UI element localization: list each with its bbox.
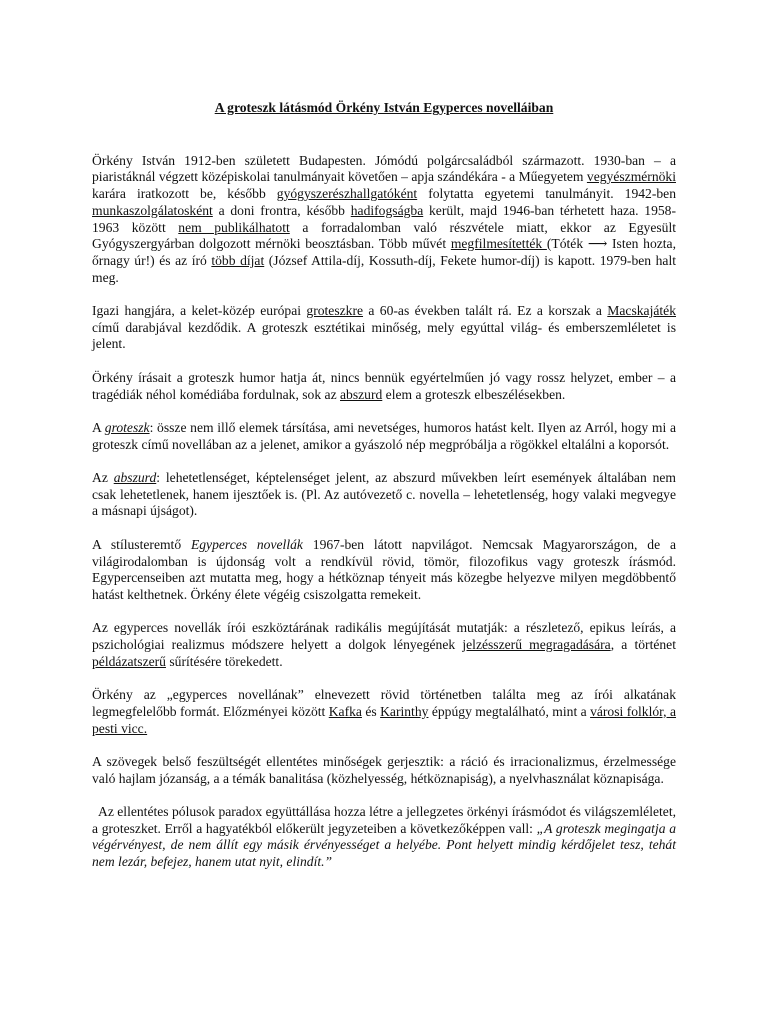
paragraph-one-minute-stories <box>92 537 676 604</box>
text-run: Az <box>92 470 114 485</box>
link-kafka[interactable]: Kafka <box>328 703 362 719</box>
text-run: A <box>92 419 105 435</box>
paragraph-absurd-definition <box>92 470 676 520</box>
link-jelzesszeru[interactable]: jelzésszerű megragadására <box>462 637 611 652</box>
link-karinthy[interactable]: Karinthy <box>380 703 429 719</box>
link-tobb-dijat[interactable]: több díjat <box>211 252 265 268</box>
paragraph-tension <box>92 754 676 787</box>
term-groteszk[interactable]: groteszk <box>104 419 150 435</box>
text-run: A stílusteremtő <box>92 536 191 552</box>
link-nem-publikalhatott[interactable]: nem publikálhatott <box>178 219 290 235</box>
text-run: karára iratkozott be, később <box>92 186 277 202</box>
text-run: elem a groteszk elbeszélésekben. <box>382 386 566 402</box>
text-run: Az ellentétes pólusok paradox együttállása hozza létre a jellegzetes örkényi írásmódot és világszemléletet, a groteszket. Erről a hagyatékból előkerült jegyzeteiben a következőképpen vall: <box>92 803 676 836</box>
paragraph-paradox <box>92 804 676 871</box>
author-quote: „A groteszk megingatja a végérvényest, de nem állít egy másik érvényességet a helyébe. Pont helyett mindig kérdőjelet tesz, tehát nem lezár, befejez, hanem utat nyit, elindít.” <box>92 820 676 870</box>
paragraph-grotesque-voice <box>92 303 676 353</box>
text-run: Örkény az „egyperces novellának” elnevezett rövid történetben találta meg az írói alkatának legmegfelelőbb formát. Előzményei között <box>92 687 676 719</box>
text-run: a forradalomban való részvétele miatt, ekkor az Egyesült Gyógyszergyárban dolgozott mérnöki beosztásban. Több művét <box>92 219 677 252</box>
paragraph-grotesque-humor <box>92 370 676 403</box>
link-peldazatszeru[interactable]: példázatszerű <box>92 653 166 669</box>
paragraph-toolkit <box>92 620 676 670</box>
text-run: a doni frontra, később <box>212 202 351 218</box>
link-gyogyszereszhallgato[interactable]: gyógyszerészhallgatóként <box>276 186 418 202</box>
text-run: (Tóték ⟶ Isten hozta, őrnagy úr!) és az író <box>92 236 676 268</box>
paragraph-grotesque-definition <box>92 420 676 453</box>
text-run: folytatta egyetemi tanulmányit. 1942-ben <box>417 186 676 202</box>
text-run: : össze nem illő elemek társítása, ami nevetséges, humoros hatást kelt. Ilyen az Arról, hogy mi a groteszk című novellában az a jelenet, amikor a gyászoló nép megpróbálja a rögökkel eltalálni a koporsót. <box>92 419 676 452</box>
text-run: került, majd 1946-ban térhetett haza. 1958-1963 között <box>92 202 677 235</box>
text-run: A szövegek belső feszültségét ellentétes minőségek gerjesztik: a ráció és irracionalizmus, érzelmessége való hajlam józanság, a a témák banalitása (közhelyesség, hétköznapiság), a nyelvhasználat köznapisága. <box>92 753 676 786</box>
link-megfilmesitettek[interactable]: megfilmesítették <box>450 236 547 252</box>
work-title: Egyperces novellák <box>190 536 303 552</box>
text-run: (József Attila-díj, Kossuth-díj, Fekete humor-díj) is kapott. 1979-ben halt meg. <box>92 252 676 285</box>
link-abszurd[interactable]: abszurd <box>340 386 383 402</box>
link-vegyeszmernoki[interactable]: vegyészmérnöki <box>586 169 676 185</box>
text-run: Örkény írásait a groteszk humor hatja át, nincs bennük egyértelműen jó vagy rossz helyzet, ember – a tragédiák néhol komédiába fordulnak, sok az <box>92 369 676 402</box>
text-run: : lehetetlenséget, képtelenséget jelent, az abszurd művekben leírt események általában nem csak lehetetlenek, hanem ijesztőek is. (Pl. Az autóvezető c. novella – lehetetlenség, hogy valaki megvegye a másnapi újságot). <box>92 470 676 519</box>
text-run: sűrítésére törekedett. <box>165 653 283 669</box>
text-run: Igazi hangjára, a kelet-közép európai <box>92 303 307 319</box>
text-run: Az egyperces novellák írói eszköztárának radikális megújítását mutatják: a részletező, epikus leírás, a pszichológiai realizmus módszere helyett a dolgok lényegének <box>92 620 676 652</box>
text-run: a 60-as években talált rá. Ez a korszak a <box>363 303 608 319</box>
text-run: 1967-ben látott napvilágot. Nemcsak Magyarországon, de a világirodalomban is újdonság volt a rendkívül rövid, tömör, filozofikus vagy groteszk írásmód. Egypercenseiben azt mutatta meg, hogy a hétköznap tényeit más közegbe helyezve milyen megdöbbentő hatást kelthetnek. Örkény élete végéig csiszolgatta remekeit. <box>92 536 676 602</box>
text-run: című darabjával kezdődik. A groteszk esztétikai minőség, mely egyúttal világ- és emberszemléletet is jelent. <box>92 319 676 352</box>
text-run: és <box>361 703 381 719</box>
link-munkaszolgalatos[interactable]: munkaszolgálatosként <box>92 202 213 218</box>
text-run: , a történet <box>610 637 676 652</box>
text-run: éppúgy megtalálható, mint a <box>428 703 591 719</box>
text-run: Örkény István 1912-ben született Budapesten. Jómódú polgárcsaládból származott. 1930-ban – a piaristáknál végzett középiskolai tanulmányait követően – apja szándékára - a Műegyetem <box>92 152 676 185</box>
link-hadifogsag[interactable]: hadifogságba <box>350 202 424 218</box>
document-title: A groteszk látásmód Örkény István Egyperces novelláiban <box>214 100 554 115</box>
paragraph-biography <box>92 153 676 287</box>
link-macskajatek[interactable]: Macskajáték <box>607 303 676 319</box>
paragraph-form <box>92 687 676 737</box>
term-abszurd[interactable]: abszurd <box>113 470 157 485</box>
link-varosi-folklor[interactable]: városi folklór, a pesti vicc. <box>92 703 677 736</box>
link-groteszkre[interactable]: groteszkre <box>306 303 364 319</box>
